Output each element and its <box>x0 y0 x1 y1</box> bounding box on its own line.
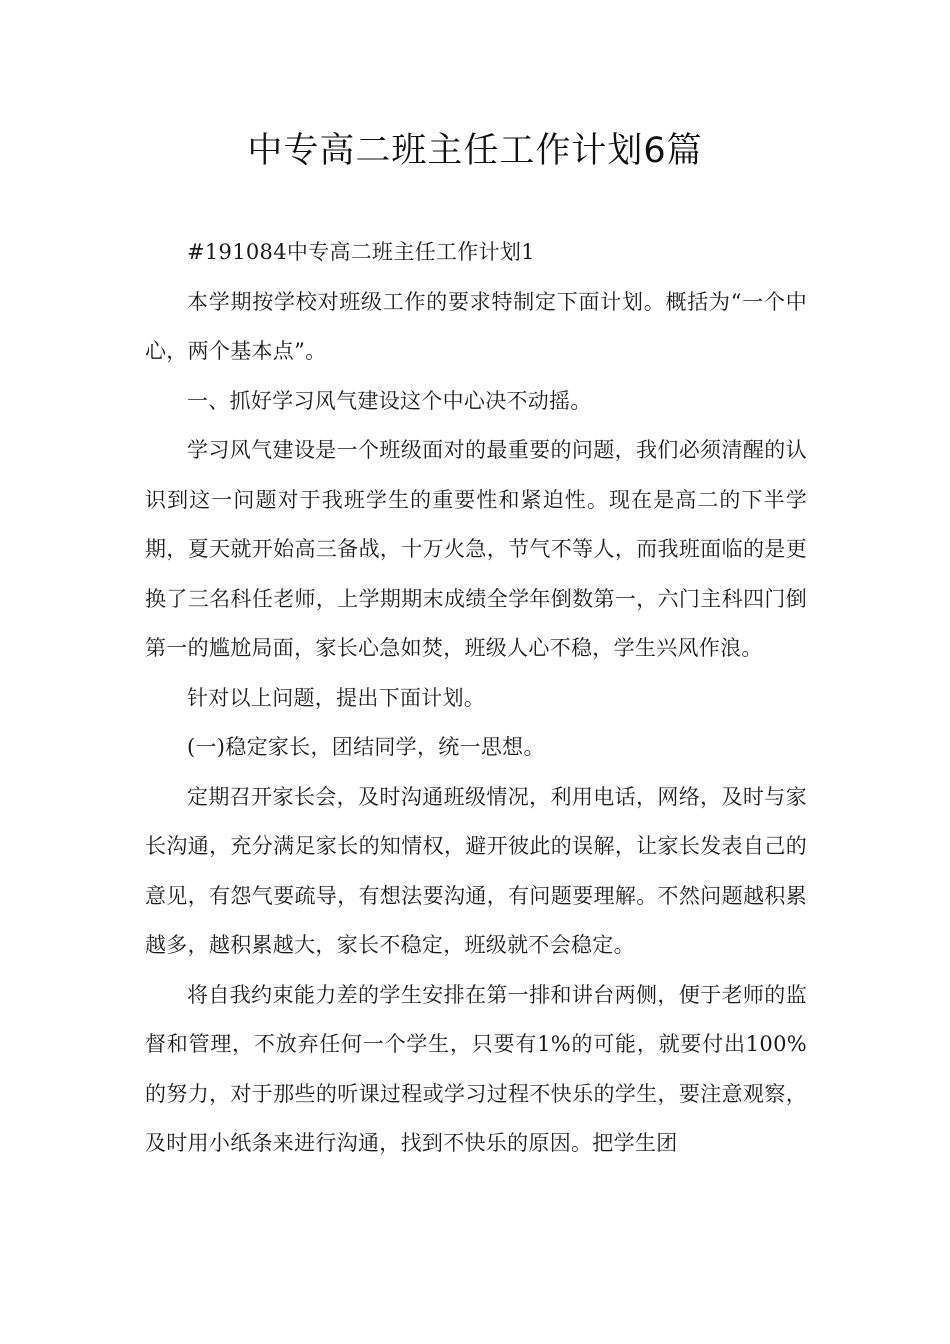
paragraph: 将自我约束能力差的学生安排在第一排和讲台两侧，便于老师的监督和管理，不放弃任何一个学生，只要有1%的可能，就要付出100%的努力，对于那些的听课过程或学习过程不快乐的学生，要注意观察，及时用小纸条来进行沟通，找到不快乐的原因。把学生团 <box>145 982 807 1155</box>
paragraph: 针对以上问题，提出下面计划。 <box>187 685 486 710</box>
paragraph-subheading: #191084中专高二班主任工作计划1 <box>187 240 535 264</box>
paragraph: 学习风气建设是一个班级面对的最重要的问题，我们必须清醒的认识到这一问题对于我班学生的重要性和紧迫性。现在是高二的下半学期，夏天就开始高三备战，十万火急，节气不等人，而我班面临的是更换了三名科任老师，上学期期末成绩全学年倒数第一，六门主科四门倒第一的尴尬局面，家长心急如焚，班级人心不稳，学生兴风作浪。 <box>145 438 807 660</box>
document-title: 中专高二班主任工作计划6篇 <box>247 131 703 171</box>
paragraph-subsection-heading: (一)稳定家长，团结同学，统一思想。 <box>187 735 545 759</box>
paragraph: 本学期按学校对班级工作的要求特制定下面计划。概括为“一个中心，两个基本点”。 <box>145 289 807 363</box>
document-body <box>145 228 807 1169</box>
paragraph-section-heading: 一、抓好学习风气建设这个中心决不动摇。 <box>187 388 592 413</box>
paragraph: 定期召开家长会，及时沟通班级情况，利用电话，网络，及时与家长沟通，充分满足家长的知情权，避开彼此的误解，让家长发表自己的意见，有怨气要疏导，有想法要沟通，有问题要理解。不然问题越积累越多，越积累越大，家长不稳定，班级就不会稳定。 <box>145 784 807 957</box>
